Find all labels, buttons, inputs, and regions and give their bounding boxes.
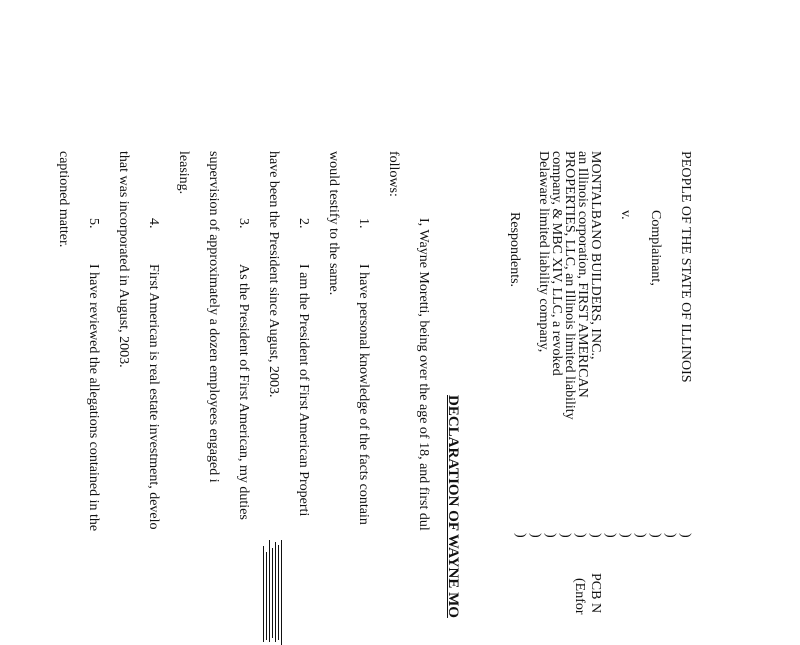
caption-bracket: )	[618, 533, 633, 538]
case-number: PCB N	[588, 573, 603, 614]
paragraph-line: I am the President of First American Properti	[296, 264, 311, 517]
filing-rule	[272, 548, 273, 638]
caption-bracket: )	[588, 533, 603, 538]
intro-line: follows:	[386, 151, 401, 197]
respondent-line: company, & MBC XIV, LLC, a revoked	[549, 151, 564, 376]
respondent-line: PROPERTIES, LLC, an Illinois limited liability	[562, 151, 577, 420]
caption-bracket: )	[573, 533, 588, 538]
paragraph-line: I have reviewed the allegations contained in the	[86, 264, 101, 532]
plaintiff-name: PEOPLE OF THE STATE OF ILLINOIS	[678, 151, 693, 383]
respondent-role: Respondents.	[507, 212, 522, 288]
paragraph-number: 5.	[86, 218, 101, 229]
paragraph-line: leasing.	[176, 151, 191, 195]
paragraph-number: 3.	[236, 218, 251, 229]
paragraph-number: 2.	[296, 218, 311, 229]
paragraph-line: captioned matter.	[56, 151, 71, 248]
caption-bracket: )	[543, 533, 558, 538]
respondent-line: Delaware limited liability company,	[536, 151, 551, 353]
filing-rule	[269, 540, 270, 642]
caption-bracket: )	[648, 533, 663, 538]
paragraph-line: I have personal knowledge of the facts contain	[356, 264, 371, 525]
paragraph-line: As the President of First American, my duties	[236, 264, 251, 520]
plaintiff-role: Complainant,	[648, 210, 663, 286]
paragraph-line: have been the President since August, 2003.	[266, 151, 281, 398]
caption-bracket: )	[513, 533, 528, 538]
filing-rule	[263, 546, 264, 642]
caption-bracket: )	[678, 533, 693, 538]
paragraph-number: 1.	[356, 218, 371, 229]
versus-label: v.	[618, 210, 633, 220]
case-type: (Enfor	[572, 578, 587, 615]
filing-rule	[281, 540, 282, 645]
caption-bracket: )	[633, 533, 648, 538]
caption-bracket: )	[603, 533, 618, 538]
filing-rule	[275, 542, 276, 642]
paragraph-line: First American is real estate investment, develo	[146, 264, 161, 530]
caption-bracket: )	[558, 533, 573, 538]
intro-line: I, Wayne Moretti, being over the age of 18, and first dul	[416, 218, 431, 531]
filing-rule	[278, 545, 279, 640]
declaration-title: DECLARATION OF WAYNE MO	[445, 395, 461, 618]
respondent-line: an Illinois corporation, FIRST AMERICAN	[575, 151, 590, 398]
paragraph-number: 4.	[146, 218, 161, 229]
respondent-line: MONTALBANO BUILDERS, INC.,	[588, 151, 603, 360]
caption-bracket: )	[663, 533, 678, 538]
paragraph-line: that was incorporated in August, 2003.	[116, 151, 131, 368]
caption-bracket: )	[528, 533, 543, 538]
filing-rule	[266, 552, 267, 640]
paragraph-line: would testify to the same.	[326, 151, 341, 296]
paragraph-line: supervision of approximately a dozen employees engaged i	[206, 151, 221, 483]
